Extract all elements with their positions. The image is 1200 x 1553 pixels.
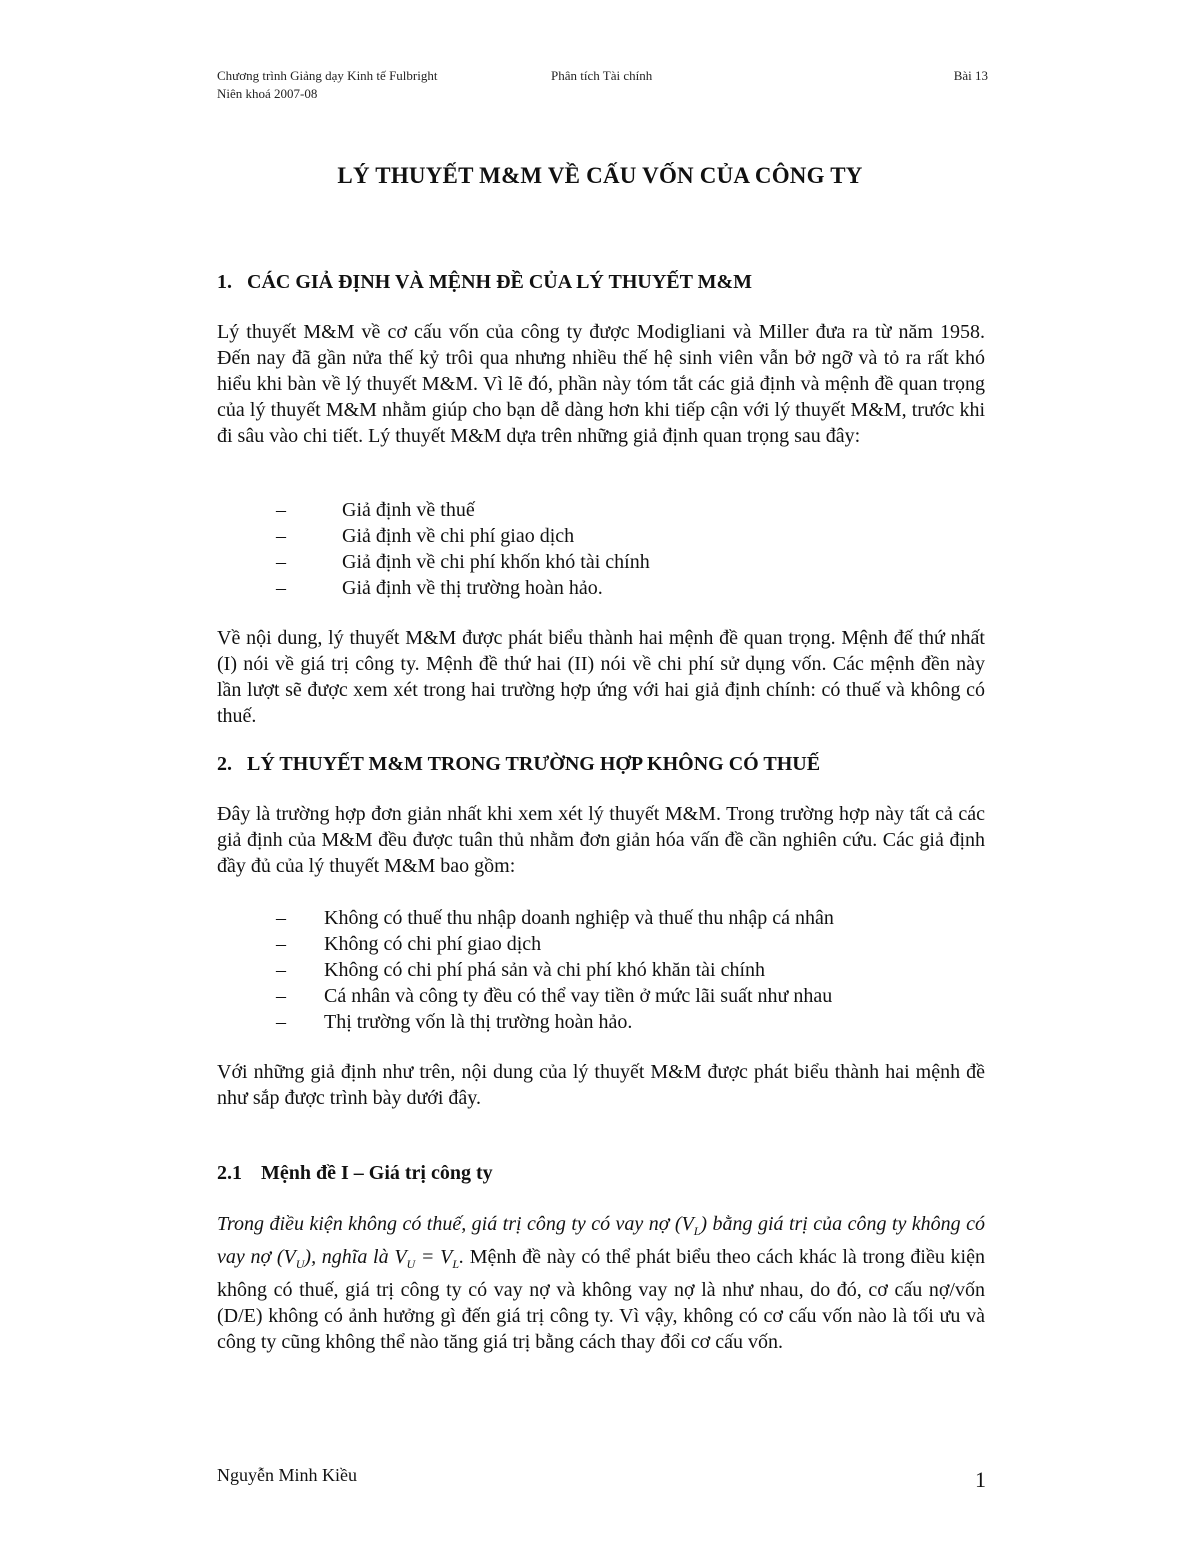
section-title: Mệnh đề I – Giá trị công ty [261, 1162, 493, 1184]
section-title: LÝ THUYẾT M&M TRONG TRƯỜNG HỢP KHÔNG CÓ THUẾ [247, 753, 821, 775]
header-program: Chương trình Giảng dạy Kinh tế Fulbright [217, 68, 438, 83]
italic-statement-e: . [459, 1246, 465, 1268]
section-1-heading [217, 271, 752, 294]
italic-statement-b: ) bằng giá trị của công ty không có vay nợ (V [217, 1213, 985, 1268]
subscript-l: L [452, 1257, 460, 1271]
section-1-intro: Lý thuyết M&M về cơ cấu vốn của công ty được Modigliani và Miller đưa ra từ năm 1958. Đến nay đã gần nửa thế kỷ trôi qua nhưng nhiều thế hệ sinh viên vẫn bở ngỡ và tỏ ra rất khó hiểu khi bàn về lý thuyết M&M. Vì lẽ đó, phần này tóm tắt các giả định và mệnh đề quan trọng của lý thuyết M&M nhằm giúp cho bạn dễ dàng hơn khi tiếp cận với lý thuyết M&M, trước khi đi sâu vào chi tiết. Lý thuyết M&M dựa trên những giả định quan trọng sau đây: [217, 321, 985, 447]
header-year: Niên khoá 2007-08 [217, 86, 318, 101]
proposition-1-text [217, 1211, 985, 1355]
italic-statement-d: = V [415, 1246, 453, 1268]
section-title: CÁC GIẢ ĐỊNH VÀ MỆNH ĐỀ CỦA LÝ THUYẾT M&M [247, 271, 753, 293]
section-number: 2.1 [217, 1162, 242, 1184]
page-number: 1 [975, 1467, 986, 1492]
proposition-explanation: Mệnh đề này có thể phát biểu theo cách khác là trong điều kiện không có thuế, giá trị công ty có vay nợ và không vay nợ là như nhau, do đó, cơ cấu nợ/vốn (D/E) không có ảnh hưởng gì đến giá trị công ty. Vì vậy, không có cơ cấu vốn nào là tối ưu và công ty cũng không thể nào tăng giá trị bằng cách thay đổi cơ cấu vốn. [217, 1246, 985, 1353]
dash-bullet: – [276, 933, 286, 955]
dash-bullet: – [276, 577, 286, 599]
section-2-intro: Đây là trường hợp đơn giản nhất khi xem xét lý thuyết M&M. Trong trường hợp này tất cả các giả định của M&M đều được tuân thủ nhằm đơn giản hóa vấn đề cần nghiên cứu. Các giả định đầy đủ của lý thuyết M&M bao gồm: [217, 803, 985, 877]
section-2-heading [217, 753, 820, 776]
document-title: LÝ THUYẾT M&M VỀ CẤU VỐN CỦA CÔNG TY [337, 163, 863, 188]
dash-bullet: – [276, 1011, 286, 1033]
list-item-text: Giả định về chi phí khốn khó tài chính [342, 551, 650, 573]
header-lesson: Bài 13 [953, 68, 988, 83]
header-course: Phân tích Tài chính [551, 68, 653, 83]
list-item-text: Không có chi phí giao dịch [324, 933, 542, 955]
list-item-text: Giả định về thuế [342, 499, 475, 521]
list-item-text: Không có thuế thu nhập doanh nghiệp và thuế thu nhập cá nhân [324, 907, 834, 929]
dash-bullet: – [276, 907, 286, 929]
list-item-text: Không có chi phí phá sản và chi phí khó khăn tài chính [324, 959, 766, 981]
list-item-text: Giả định về thị trường hoàn hảo. [342, 577, 603, 599]
section-1-content: Về nội dung, lý thuyết M&M được phát biểu thành hai mệnh đề quan trọng. Mệnh đế thứ nhất (I) nói về giá trị công ty. Mệnh đề thứ hai (II) nói về chi phí sử dụng vốn. Các mệnh đền này lần lượt sẽ được xem xét trong hai trường hợp ứng với hai giả định chính: có thuế và không có thuế. [217, 627, 985, 727]
italic-statement-c: ), nghĩa là V [304, 1246, 407, 1268]
dash-bullet: – [276, 985, 286, 1007]
italic-statement-a: Trong điều kiện không có thuế, giá trị công ty có vay nợ (V [217, 1213, 694, 1235]
subscript-u: U [295, 1257, 305, 1271]
section-2-1-heading [217, 1162, 493, 1185]
section-2-conclusion: Với những giả định như trên, nội dung của lý thuyết M&M được phát biểu thành hai mệnh đề như sắp được trình bày dưới đây. [217, 1061, 985, 1109]
dash-bullet: – [276, 551, 286, 573]
footer-author: Nguyễn Minh Kiều [217, 1465, 357, 1485]
list-item-text: Thị trường vốn là thị trường hoàn hảo. [324, 1011, 633, 1033]
section-number: 1. [217, 271, 232, 293]
subscript-u: U [406, 1257, 416, 1271]
dash-bullet: – [276, 959, 286, 981]
list-item-text: Giả định về chi phí giao dịch [342, 525, 575, 547]
dash-bullet: – [276, 525, 286, 547]
section-number: 2. [217, 753, 232, 775]
subscript-l: L [693, 1224, 701, 1238]
dash-bullet: – [276, 499, 286, 521]
list-item-text: Cá nhân và công ty đều có thể vay tiền ở mức lãi suất như nhau [324, 985, 833, 1007]
